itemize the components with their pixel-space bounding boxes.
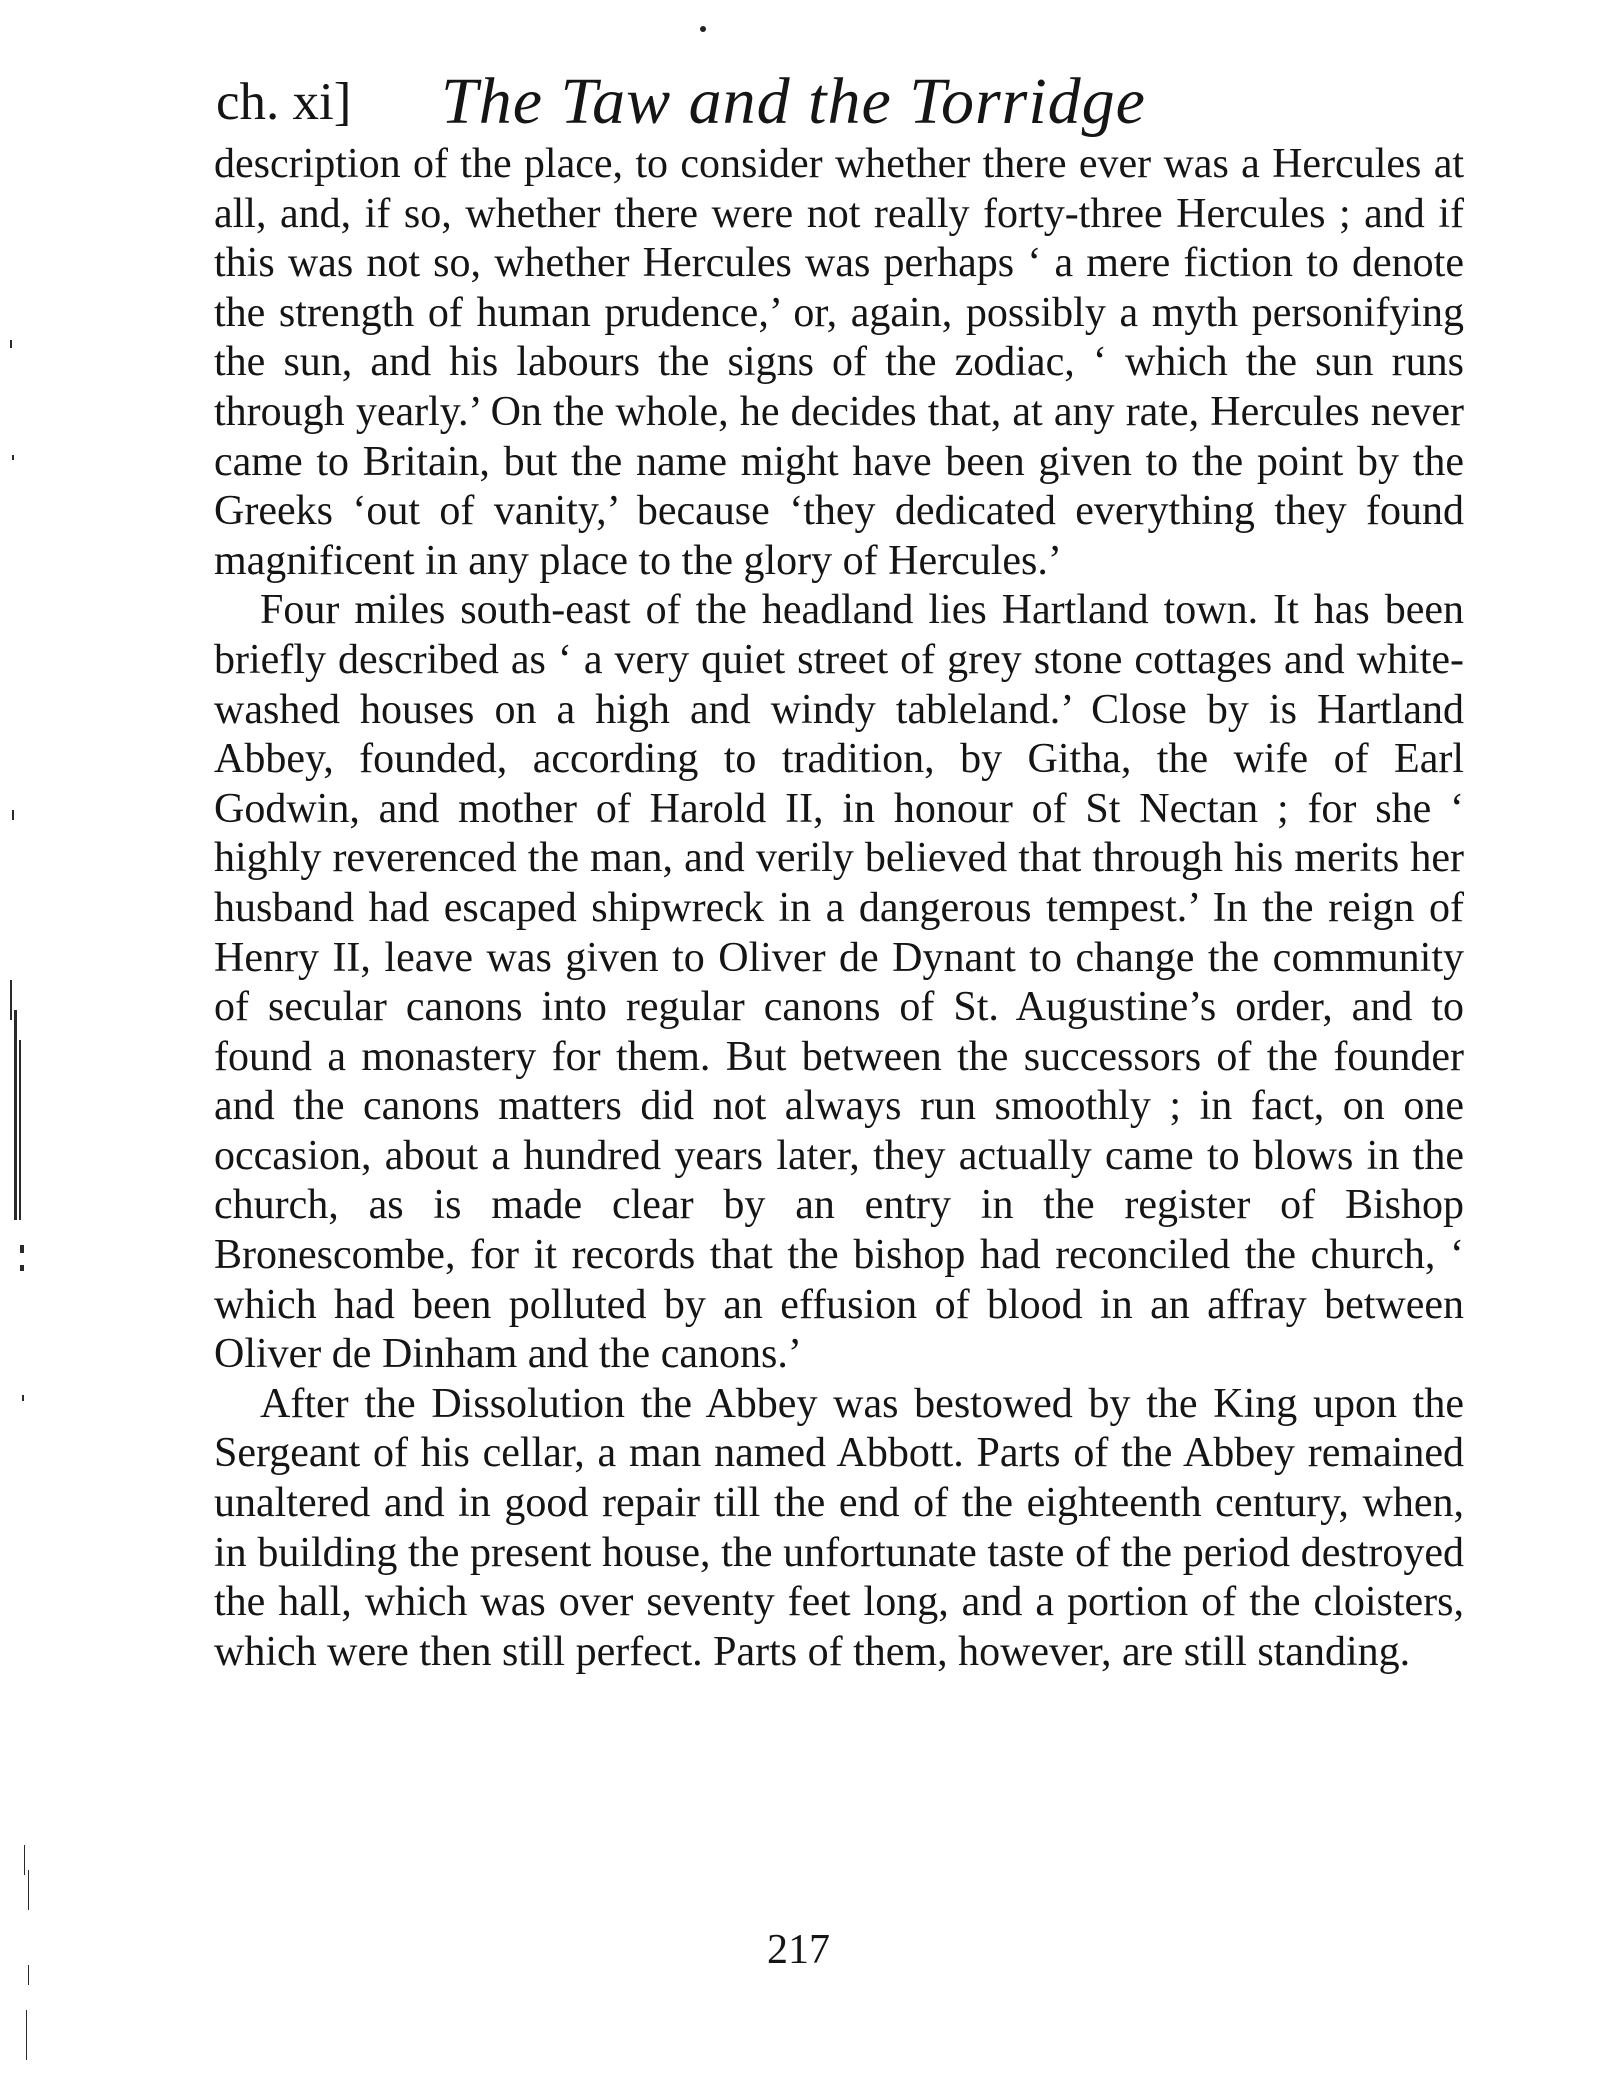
- margin-mark: [12, 455, 14, 460]
- body-text: [214, 140, 1464, 1677]
- margin-mark: [28, 1965, 29, 1985]
- margin-mark: [22, 1395, 24, 1401]
- paragraph-3: After the Dissolution the Abbey was bestowed by the King upon the Sergeant of his cellar, a man named Abbott. Parts of the Abbey remained unaltered and in good repair till the end of the eighteenth century, when, in building the present house, the unfortunate taste of the period destroyed the hall, which was over seventy feet long, and a portion of the cloisters, which were then still perfect. Parts of them, however, are still standing.: [214, 1380, 1464, 1675]
- margin-mark: [24, 1845, 25, 1875]
- margin-mark: [14, 1010, 17, 1220]
- running-title: The Taw and the Torridge: [441, 65, 1146, 138]
- scan-speck: [700, 26, 706, 32]
- margin-mark: [10, 340, 12, 348]
- margin-mark: [20, 1265, 24, 1271]
- margin-mark: [10, 980, 12, 1020]
- scan-margin-artifacts: [0, 0, 40, 2078]
- paragraph-2: Four miles south-east of the headland lies Hartland town. It has been briefly described as ‘ a very quiet street of grey stone cottages and white-washed houses on a high and windy tableland.’ Close by is Hartland Abbey, founded, according to tradition, by Githa, the wife of Earl Godwin, and mother of Harold II, in honour of St Nectan ; for she ‘ highly reverenced the man, and verily believed that through his merits her husband had escaped shipwreck in a dangerous tempest.’ In the reign of Henry II, leave was given to Oliver de Dynant to change the community of secular canons into regular canons of St. Augustine’s order, and to found a monastery for them. But between the successors of the founder and the canons matters did not always run smoothly ; in fact, on one occasion, about a hundred years later, they actually came to blows in the church, as is made clear by an entry in the register of Bishop Bronescombe, for it records that the bishop had reconciled the church, ‘ which had been polluted by an effusion of blood in an affray between Oliver de Dinham and the canons.’: [214, 587, 1464, 1378]
- margin-mark: [20, 1245, 24, 1253]
- running-header: [216, 62, 1466, 152]
- margin-mark: [28, 1870, 29, 1910]
- chapter-label: ch. xi]: [216, 73, 352, 131]
- margin-mark: [19, 1040, 21, 1220]
- paragraph-1: description of the place, to consider whether there ever was a Hercules at all, and, if so, whether there were not really forty-three Hercules ; and if this was not so, whether Hercules was perhaps ‘ a mere fiction to denote the strength of human prudence,’ or, again, possibly a myth personifying the sun, and his labours the signs of the zodiac, ‘ which the sun runs through yearly.’ On the whole, he decides that, at any rate, Hercules never came to Britain, but the name might have been given to the point by the Greeks ‘out of vanity,’ because ‘they dedicated everything they found magnificent in any place to the glory of Hercules.’: [214, 141, 1464, 584]
- page-number: 217: [767, 1927, 830, 1973]
- margin-mark: [26, 2010, 27, 2060]
- margin-mark: [12, 810, 14, 820]
